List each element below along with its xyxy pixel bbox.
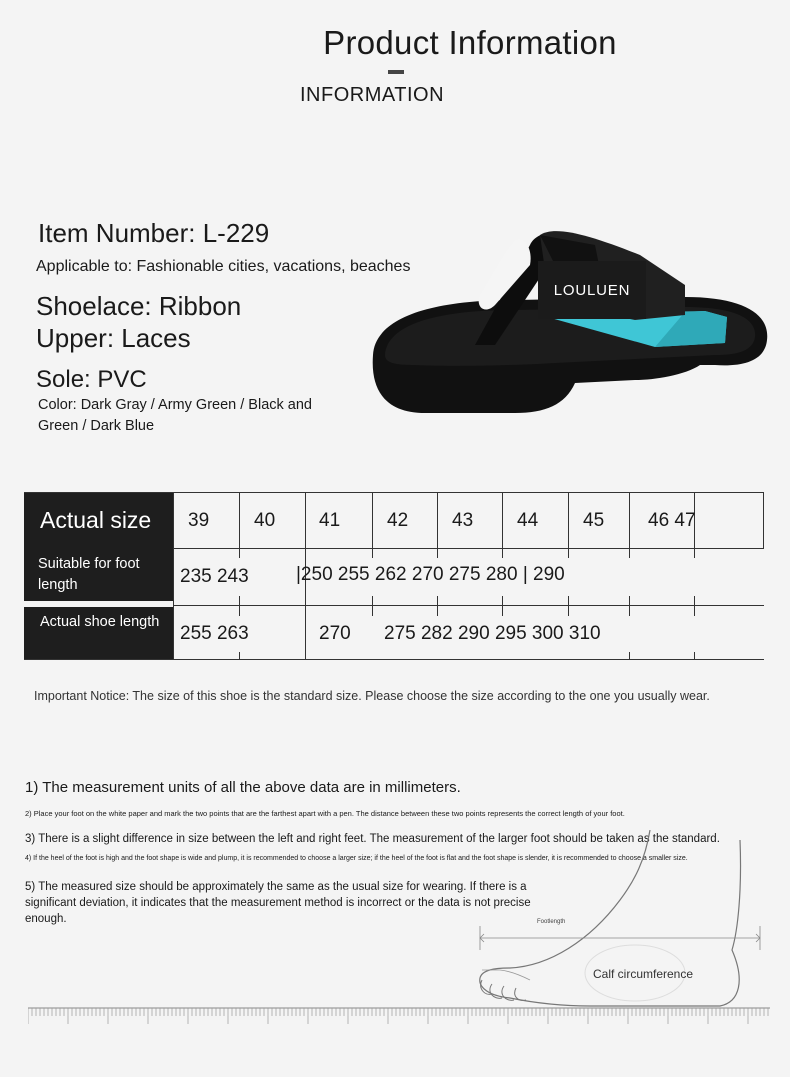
col-sep — [239, 492, 240, 558]
page-title: Product Information — [323, 24, 617, 61]
col-sep — [629, 492, 630, 558]
col-sep — [437, 492, 438, 558]
shoe-length-values-c: 275 282 290 295 300 310 — [384, 623, 601, 644]
table-border-bottom — [24, 659, 764, 660]
col-tick — [629, 652, 630, 660]
col-tick — [694, 652, 695, 660]
row-header-foot-length: Suitable for foot length — [24, 549, 173, 601]
col-tick — [568, 596, 569, 616]
ruler — [28, 1006, 770, 1026]
calf-circumference-label: Calf circumference — [593, 967, 694, 981]
row-header-shoe-length: Actual shoe length — [24, 607, 173, 660]
page-subtitle: INFORMATION — [300, 84, 445, 106]
size-notice: Important Notice: The size of this shoe is the standard size. Please choose the size according to the one you usually wear. — [34, 689, 710, 703]
size-cell: 45 — [583, 510, 605, 531]
item-number: Item Number: L-229 — [38, 218, 270, 248]
col-tick — [502, 596, 503, 616]
measure-note-5: 5) The measured size should be approximately the same as the usual size for wearing. If there is a significant deviation, it indicates that the measurement method is incorrect or the data is not precise enough. — [25, 881, 531, 925]
col-tick — [239, 596, 240, 616]
title-divider — [388, 70, 404, 74]
measure-note-1: 1) The measurement units of all the above data are in millimeters. — [25, 779, 461, 796]
col-sep — [173, 492, 174, 660]
table-row-divider-2 — [173, 605, 764, 606]
shoe-length-values-b: 270 — [319, 623, 351, 644]
col-sep — [568, 492, 569, 558]
sole-spec: Sole: PVC — [36, 366, 147, 393]
flip-flop-image — [355, 215, 775, 430]
table-row-divider-1 — [173, 548, 764, 549]
size-cell: 42 — [387, 510, 409, 531]
table-border-right — [763, 492, 764, 549]
measure-note-3: 3) There is a slight difference in size between the left and right feet. The measurement of the larger foot should be taken as the standard. — [25, 833, 720, 845]
applicable-to: Applicable to: Fashionable cities, vacations, beaches — [36, 258, 411, 275]
foot-length-values-b: |250 255 262 270 275 280 | 290 — [296, 564, 565, 585]
col-tick — [437, 596, 438, 616]
size-cell: 39 — [188, 510, 210, 531]
foot-length-values-a: 235 243 — [180, 566, 249, 587]
footlength-label: Footlength — [537, 919, 566, 925]
measure-note-4: 4) If the heel of the foot is high and the foot shape is wide and plump, it is recommended to choose a larger size; if the heel of the foot is flat and the foot shape is slender, it is recommended to choose a smaller size. — [25, 855, 688, 862]
size-cell: 40 — [254, 510, 276, 531]
size-table — [24, 492, 764, 660]
color-spec: Color: Dark Gray / Army Green / Black and Green / Dark Blue — [38, 397, 312, 434]
size-cell: 43 — [452, 510, 474, 531]
col-sep — [502, 492, 503, 558]
col-tick — [372, 596, 373, 616]
row-header-actual-size: Actual size — [24, 492, 173, 549]
measure-note-2: 2) Place your foot on the white paper and mark the two points that are the farthest apart with a pen. The distance between these two points represents the correct length of your foot. — [25, 809, 625, 818]
size-cell: 46 47 — [648, 510, 696, 531]
table-border-top — [24, 492, 764, 493]
col-tick — [629, 596, 630, 616]
brand-label: LOULUEN — [538, 261, 646, 319]
foot-illustration — [470, 830, 770, 1020]
shoelace-spec: Shoelace: Ribbon — [36, 291, 242, 321]
size-cell: 44 — [517, 510, 539, 531]
col-tick — [694, 596, 695, 616]
col-sep — [372, 492, 373, 558]
shoe-length-values-a: 255 263 — [180, 623, 249, 644]
size-cell: 41 — [319, 510, 341, 531]
col-tick — [239, 652, 240, 660]
upper-spec: Upper: Laces — [36, 323, 191, 353]
